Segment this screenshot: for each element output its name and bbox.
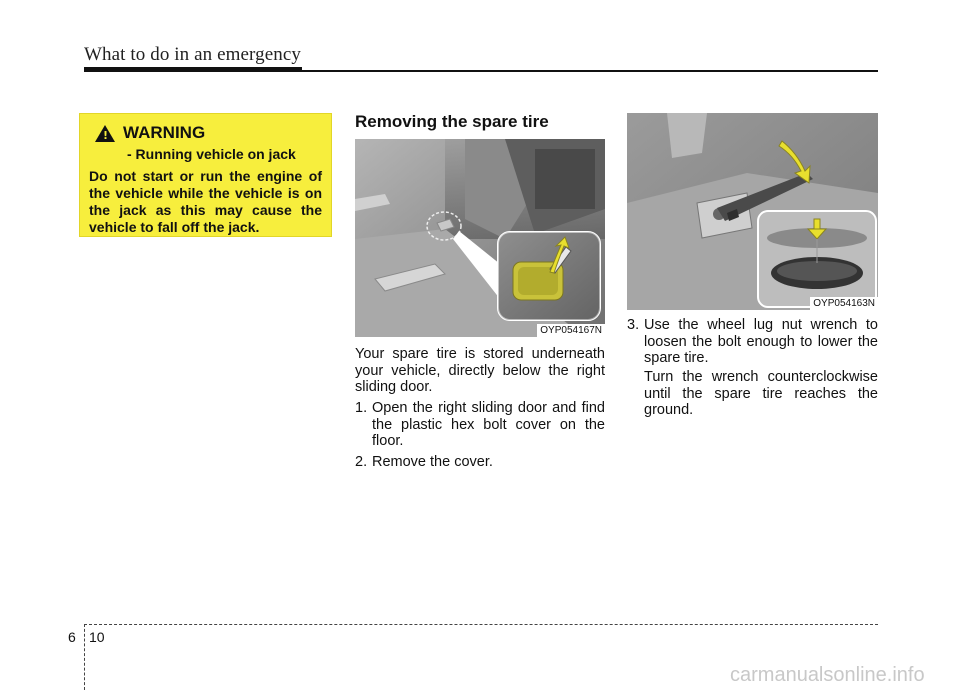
list-item: [627, 317, 878, 367]
warning-body: Do not start or run the engine of the vehicle while the vehicle is on the jack as this may cause the vehicle to fall off the jack.: [89, 168, 322, 235]
step-text: Remove the cover.: [372, 454, 493, 470]
footer-divider: [84, 624, 85, 690]
list-item: [355, 400, 605, 450]
step-3-detail: Turn the wrench counterclockwise until the spare tire reaches the ground.: [644, 369, 878, 418]
figure-caption: OYP054167N: [537, 324, 605, 337]
step-number: 2.: [355, 454, 368, 470]
warning-icon: !: [95, 125, 115, 142]
step-text: Use the wheel lug nut wrench to loosen the bolt enough to lower the spare tire.: [644, 317, 878, 366]
figure-bolt-cover: [355, 139, 605, 337]
intro-paragraph: Your spare tire is stored underneath your vehicle, directly below the right sliding door.: [355, 346, 605, 395]
warning-subtitle: - Running vehicle on jack: [127, 146, 296, 162]
chapter-number: 6: [68, 629, 76, 645]
list-item: [355, 454, 605, 471]
footer-rule: [84, 624, 878, 625]
step-number: 3.: [627, 317, 640, 333]
page-number: 10: [89, 629, 105, 645]
step-text: Open the right sliding door and find the plastic hex bolt cover on the floor.: [372, 400, 605, 449]
step-number: 1.: [355, 400, 368, 416]
header-rule: [84, 67, 878, 72]
warning-title: WARNING: [123, 123, 206, 142]
watermark: carmanualsonline.info: [730, 664, 925, 686]
figure-wrench: [627, 113, 878, 310]
page-header-title: What to do in an emergency: [84, 44, 301, 65]
section-title: Removing the spare tire: [355, 112, 549, 131]
figure-caption: OYP054163N: [810, 297, 878, 310]
warning-box: [79, 113, 332, 237]
